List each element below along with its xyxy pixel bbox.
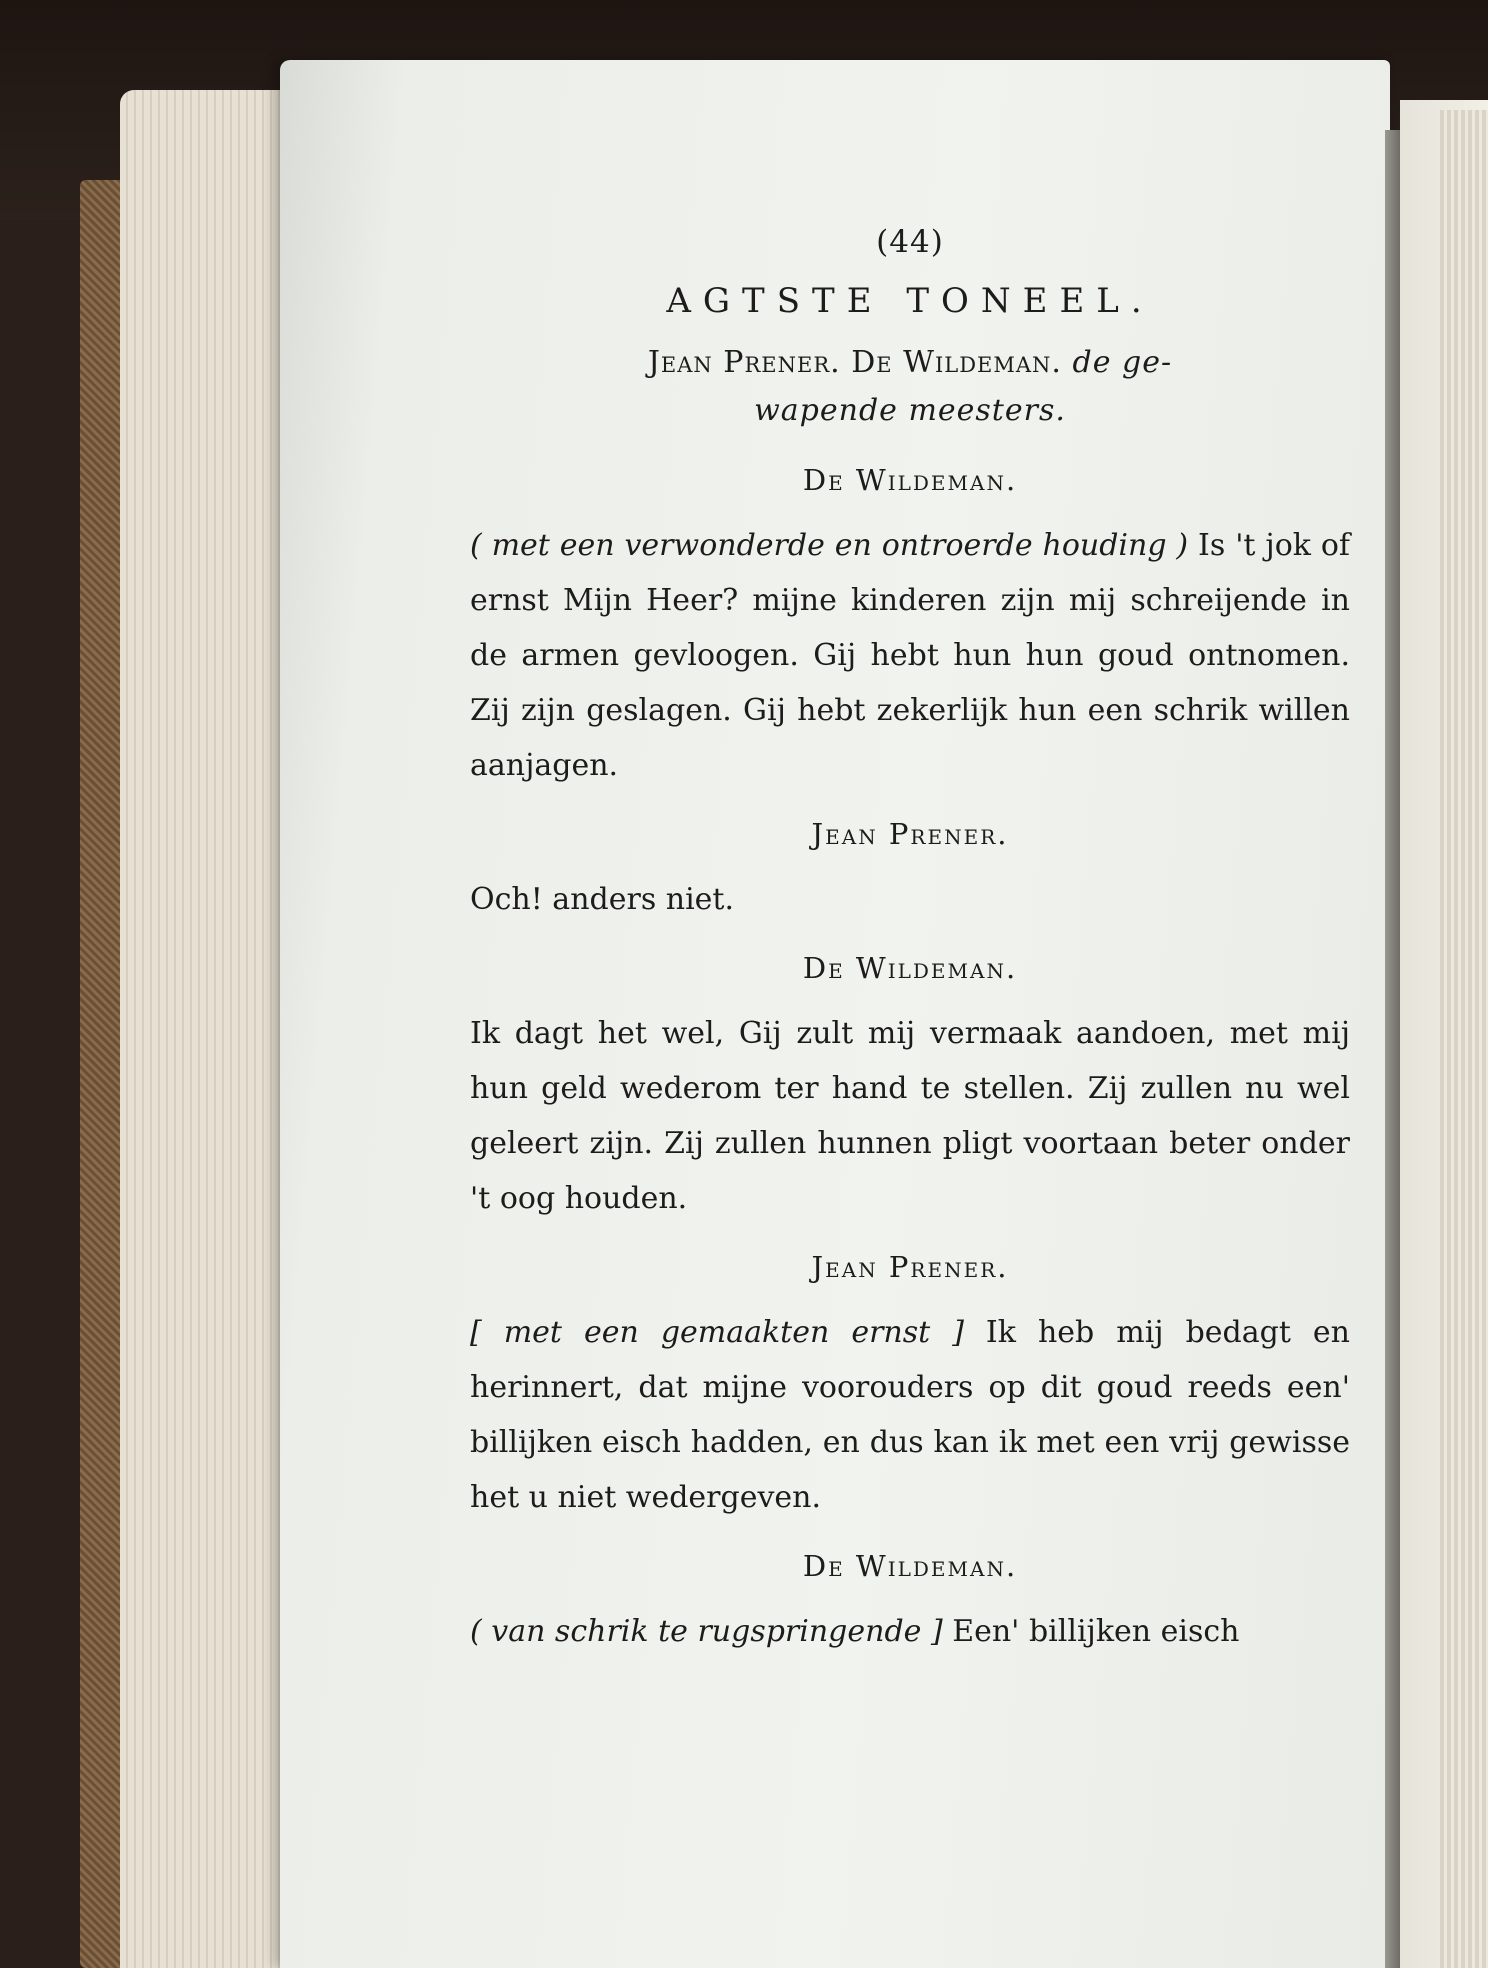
- speech: [470, 872, 1350, 927]
- cast-names: Jean Prener. De Wildeman.: [647, 345, 1062, 380]
- page-edges: [120, 90, 300, 1968]
- speaker-name: Jean Prener.: [811, 817, 1009, 851]
- speech: [470, 518, 1350, 793]
- scene-title: AGTSTE TONEEL.: [666, 281, 1154, 321]
- stage-direction: ( van schrik te rugspringende ]: [470, 1614, 943, 1649]
- speaker-name: De Wildeman.: [802, 1549, 1018, 1583]
- speaker-name: Jean Prener.: [811, 1250, 1009, 1284]
- speech: [470, 1006, 1350, 1226]
- page-text: [470, 215, 1350, 1659]
- stage-direction: [ met een gemaakten ernst ]: [470, 1315, 964, 1350]
- page-number: (44): [876, 224, 944, 260]
- speech-text: Och! anders niet.: [470, 882, 735, 917]
- speech-text: Is 't jok of ernst Mijn Heer? mijne kinderen zijn mij schreijende in de armen gevloogen. Gij hebt hun hun goud ontnomen. Zij zijn geslagen. Gij hebt zekerlijk hun een schrik willen aanjagen.: [470, 528, 1350, 783]
- cast-extra: de ge-: [1072, 345, 1173, 380]
- speech: [470, 1305, 1350, 1525]
- cast-extra-2: wapende meesters.: [754, 393, 1066, 428]
- speaker-name: De Wildeman.: [802, 951, 1018, 985]
- speech-text: Ik dagt het wel, Gij zult mij vermaak aandoen, met mij hun geld wederom ter hand te stellen. Zij zullen nu wel geleert zijn. Zij zullen hunnen pligt voortaan beter onder 't oog houden.: [470, 1016, 1350, 1216]
- cast-list: [470, 339, 1350, 435]
- speech-text: Ik heb mij bedagt en herinnert, dat mijne voorouders op dit goud reeds een' billijken eisch hadden, en dus kan ik met een vrij gewisse het u niet wedergeven.: [470, 1315, 1350, 1515]
- speaker-name: De Wildeman.: [802, 463, 1018, 497]
- speech-text: Een' billijken eisch: [952, 1614, 1240, 1649]
- facing-page-edges: [1440, 110, 1488, 1968]
- speech: [470, 1604, 1350, 1659]
- stage-direction: ( met een verwonderde en ontroerde houding ): [470, 528, 1189, 563]
